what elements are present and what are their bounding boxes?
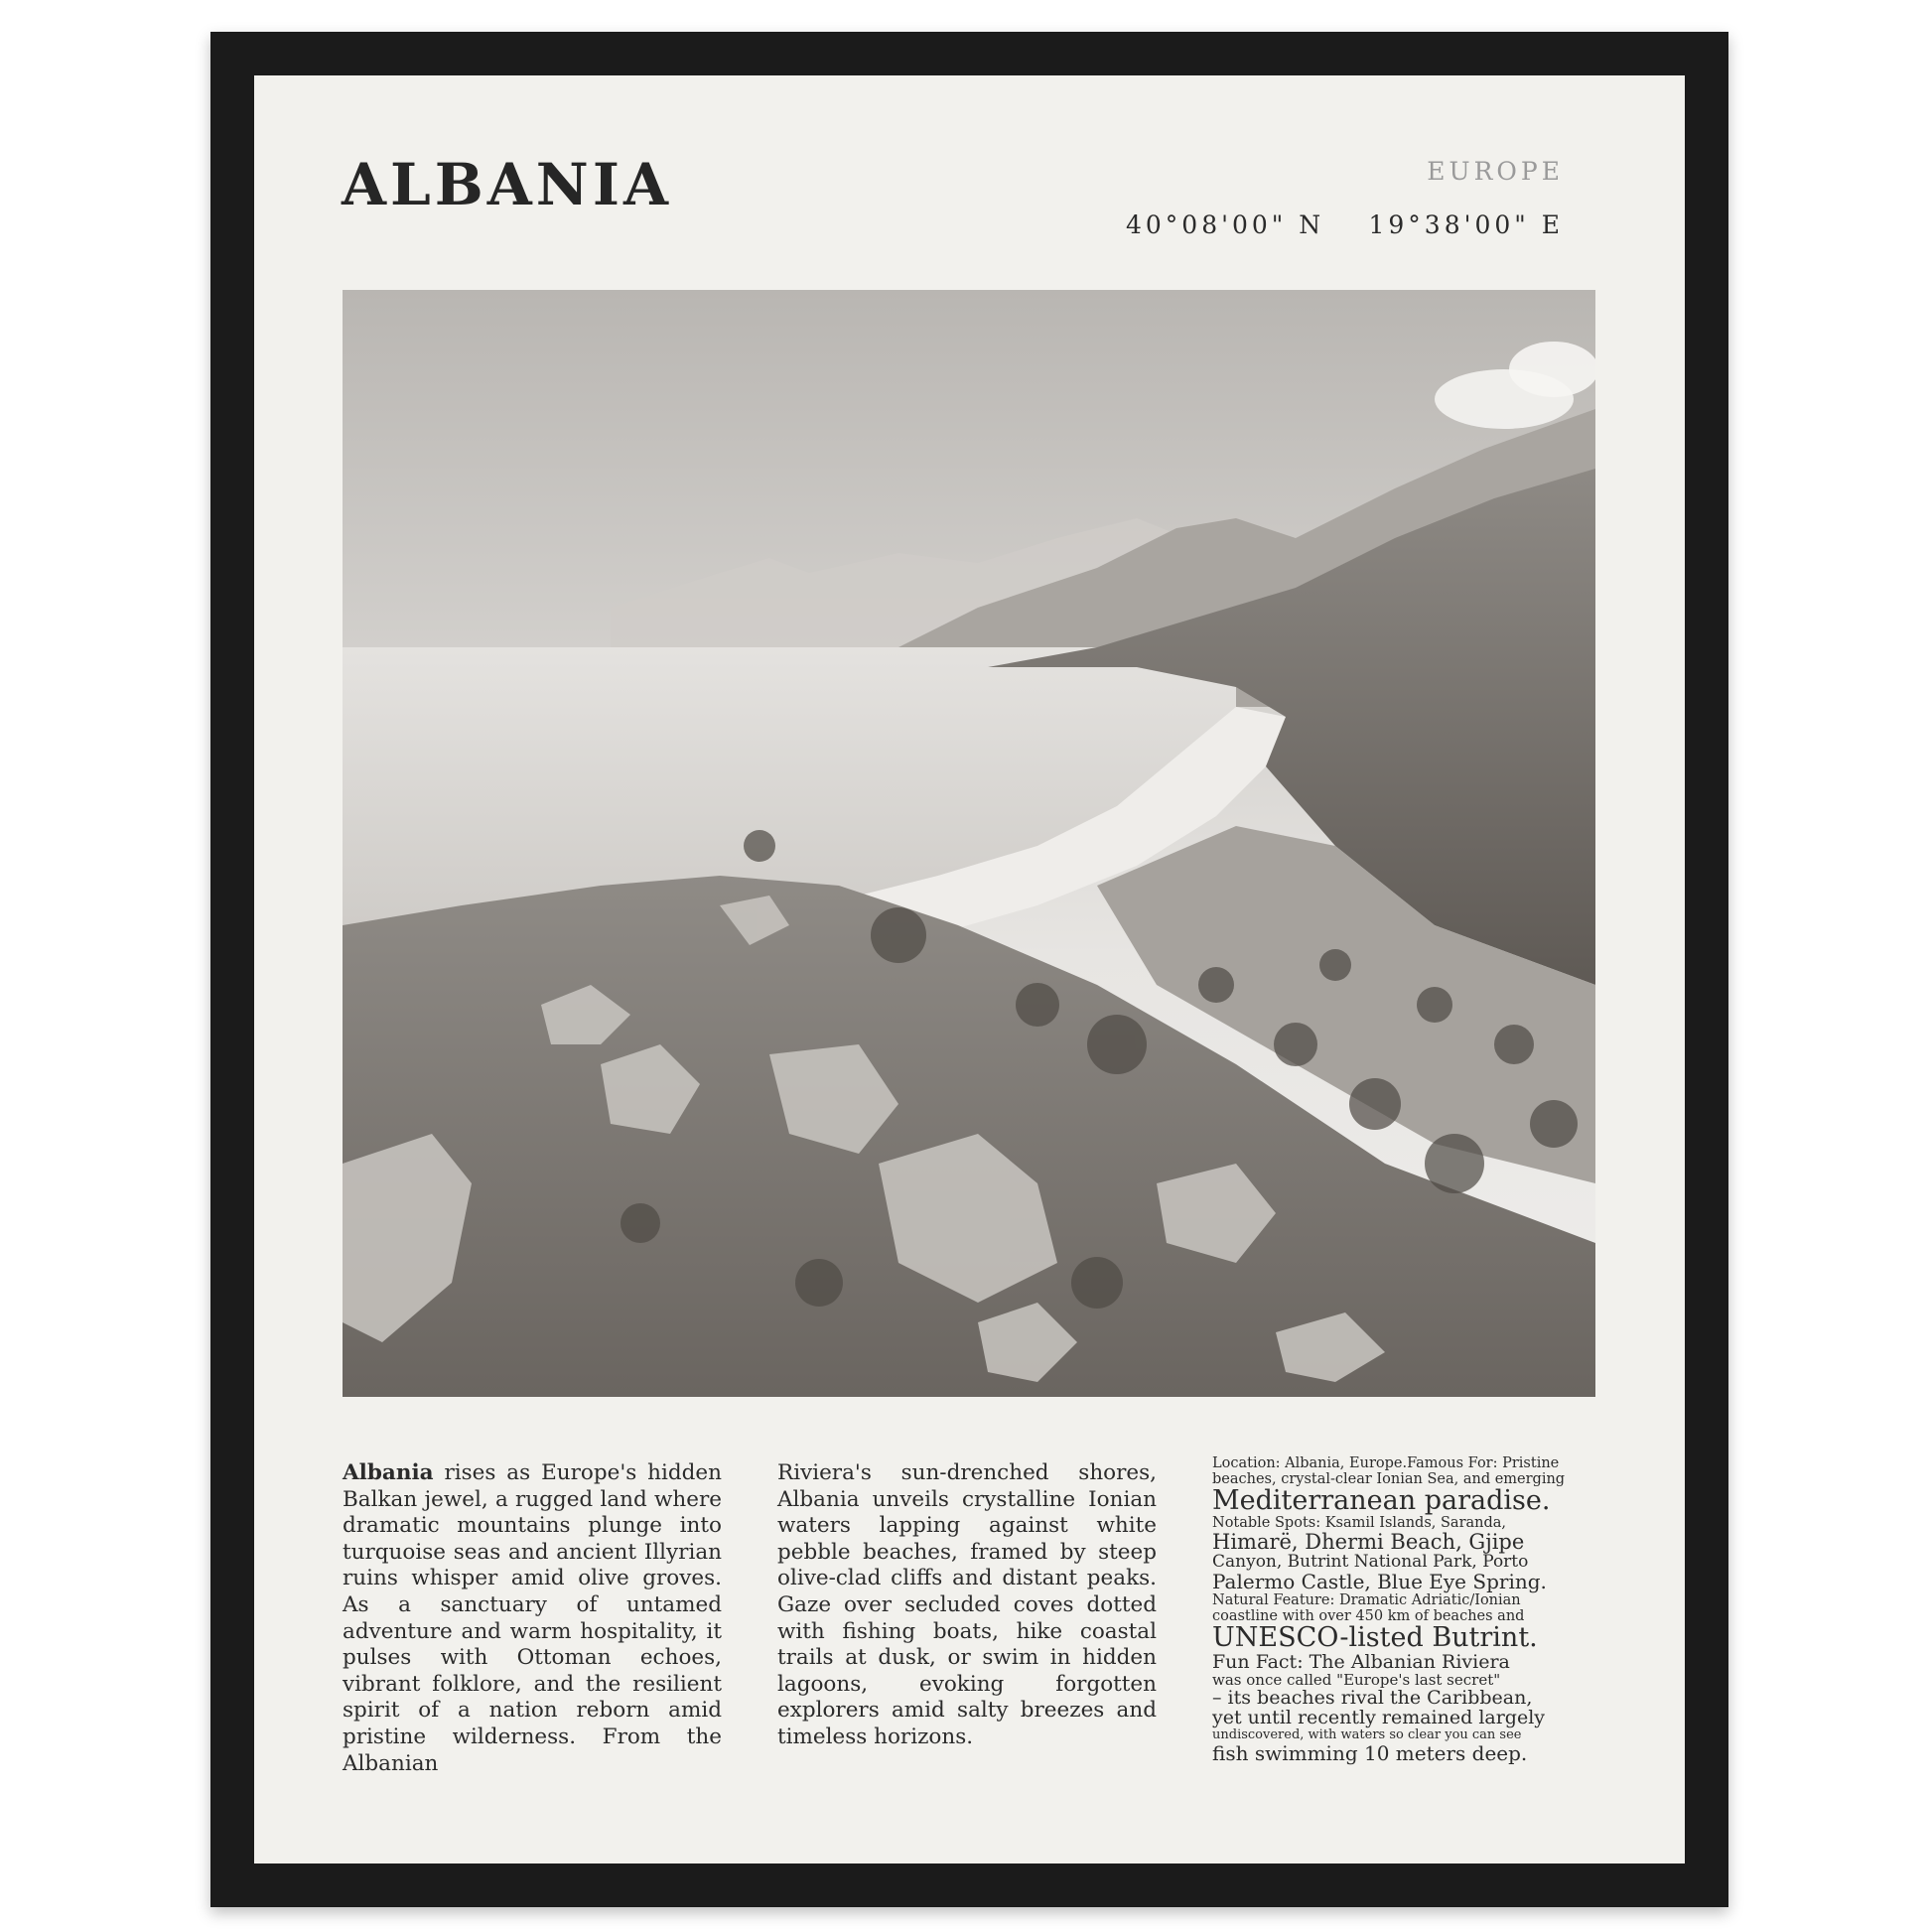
description-lead: Albania [343,1460,434,1485]
facts-line: Palermo Castle, Blue Eye Spring. [1212,1570,1547,1593]
latitude-label: 40°08'00" N [1126,210,1325,239]
description-column-1 [343,1460,722,1777]
description-text-1: rises as Europe's hidden Balkan jewel, a rugged land where dramatic mountains plunge into turquoise seas and ancient Illyrian ruins whisper amid olive groves. As a sanctuary of untamed adventure and warm hospitality, it pulses with Ottoman echoes, vibrant folklore, and the resilient spirit of a nation reborn amid pristine wilderness. From the Albanian [343,1460,722,1776]
facts-column [1212,1455,1595,1764]
landscape-illustration [343,290,1595,1397]
poster-frame [210,32,1728,1907]
facts-line: Himarë, Dhermi Beach, Gjipe [1212,1530,1525,1554]
facts-line: beaches, crystal-clear Ionian Sea, and emerging [1212,1471,1566,1487]
facts-line: Mediterranean paradise. [1212,1485,1551,1516]
facts-line: UNESCO-listed Butrint. [1212,1622,1538,1653]
coastline-landscape-photo [343,290,1595,1397]
facts-line: Location: Albania, Europe.Famous For: Pristine [1212,1455,1560,1471]
longitude-label: 19°38'00" E [1368,210,1564,239]
poster-paper [254,75,1685,1863]
facts-line: yet until recently remained largely [1212,1707,1546,1728]
facts-line: fish swimming 10 meters deep. [1212,1741,1528,1765]
facts-line: coastline with over 450 km of beaches and [1212,1608,1525,1624]
description-column-2: Riviera's sun-drenched shores, Albania unveils crystalline Ionian waters lapping against white pebble beaches, framed by steep olive-clad cliffs and distant peaks. Gaze over secluded coves dotted with fishing boats, hike coastal trails at dusk, or swim in hidden lagoons, evoking forgotten explorers amid salty breezes and timeless horizons. [777,1460,1157,1749]
facts-line: was once called "Europe's last secret" [1212,1671,1501,1689]
facts-line: Fun Fact: The Albanian Riviera [1212,1651,1510,1673]
facts-line: – its beaches rival the Caribbean, [1212,1687,1533,1709]
facts-line: Notable Spots: Ksamil Islands, Saranda, [1212,1515,1507,1531]
region-label: EUROPE [1427,157,1564,186]
facts-line: Natural Feature: Dramatic Adriatic/Ionian [1212,1592,1521,1608]
facts-line: Canyon, Butrint National Park, Porto [1212,1552,1529,1572]
poster-title: ALBANIA [342,151,672,218]
facts-line: undiscovered, with waters so clear you can see [1212,1727,1522,1742]
